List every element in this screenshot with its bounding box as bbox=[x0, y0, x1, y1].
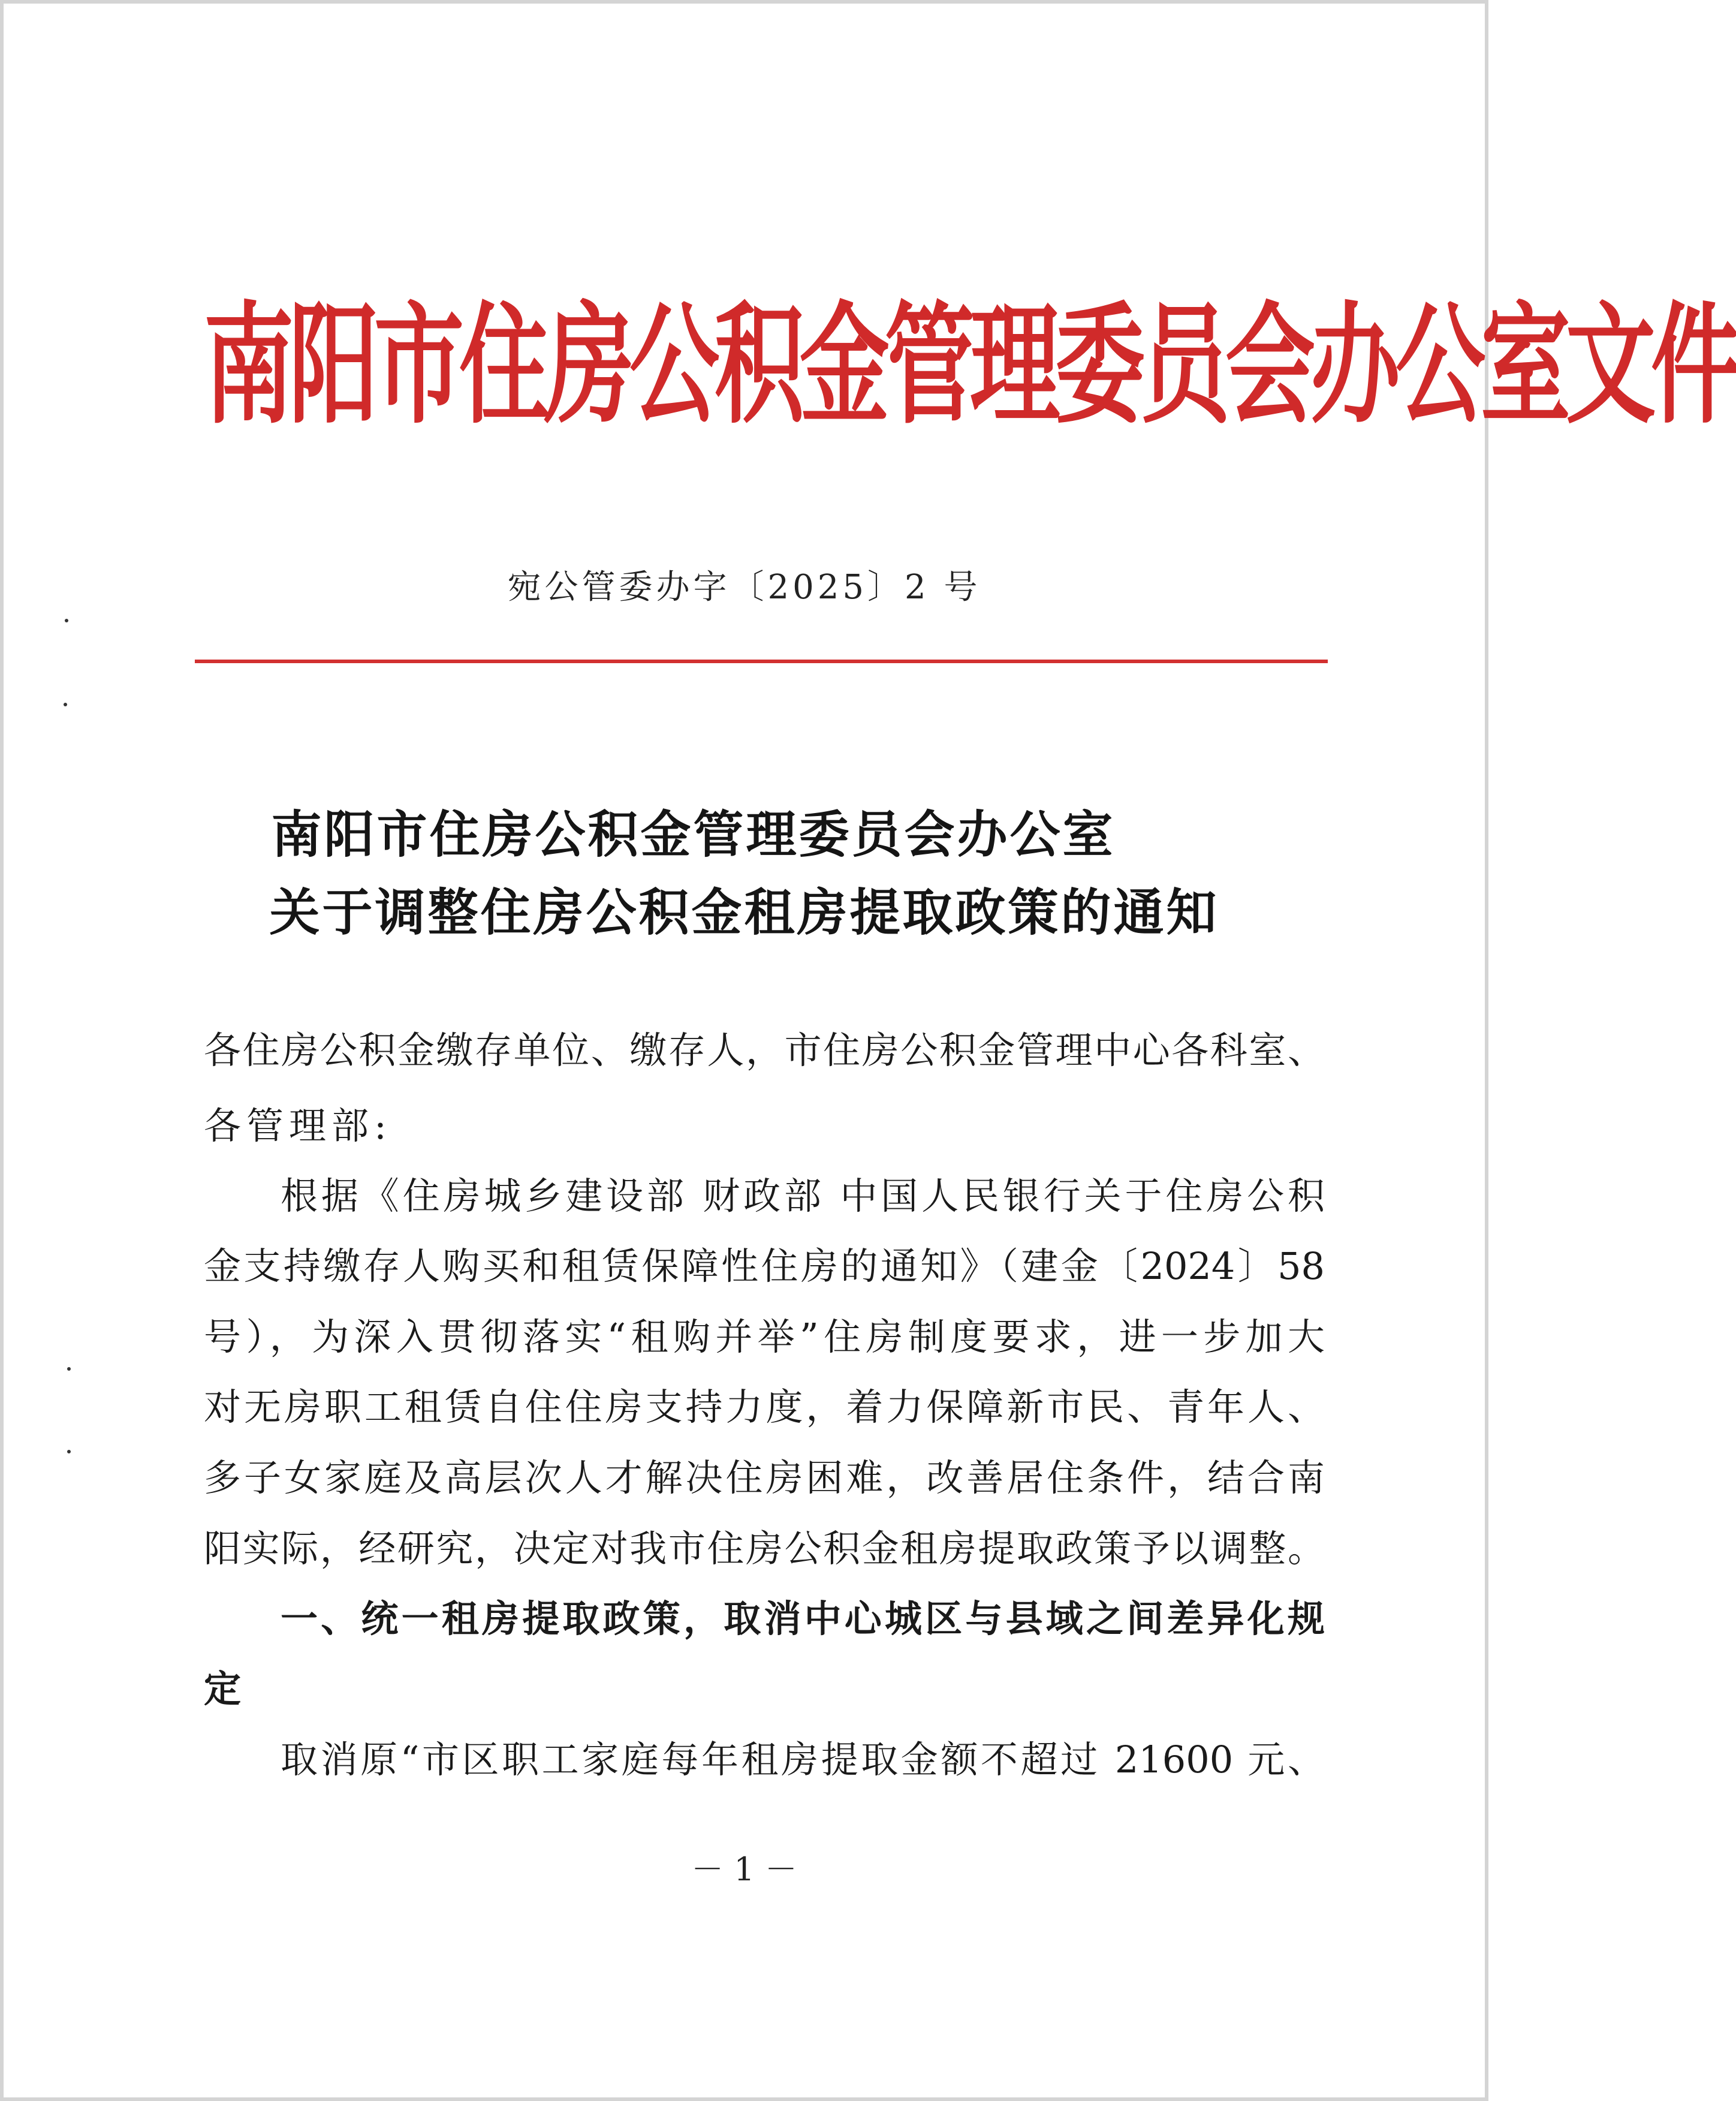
paragraph-line: 多子女家庭及高层次人才解决住房困难，改善居住条件，结合南 bbox=[204, 1456, 1325, 1500]
scan-speck bbox=[65, 619, 68, 622]
paragraph-line: 阳实际，经研究，决定对我市住房公积金租房提取政策予以调整。 bbox=[204, 1527, 1325, 1570]
salutation-line-2: 各管理部: bbox=[204, 1104, 392, 1148]
section-heading-line-2: 定 bbox=[204, 1667, 247, 1711]
paragraph-line: 根据《住房城乡建设部 财政部 中国人民银行关于住房公积 bbox=[281, 1174, 1325, 1218]
scan-speck bbox=[67, 1367, 71, 1371]
red-divider-rule bbox=[195, 660, 1328, 663]
title-line-1: 南阳市住房公积金管理委员会办公室 bbox=[271, 805, 1116, 864]
title-line-2: 关于调整住房公积金租房提取政策的通知 bbox=[269, 883, 1219, 942]
paragraph-line: 取消原“市区职工家庭每年租房提取金额不超过 21600 元、 bbox=[281, 1738, 1325, 1781]
page-number: － 1 － bbox=[691, 1850, 797, 1888]
document-number: 宛公管委办字〔2025〕2 号 bbox=[507, 568, 981, 607]
paragraph-line: 号），为深入贯彻落实“租购并举”住房制度要求，进一步加大 bbox=[204, 1315, 1325, 1359]
salutation-line-1: 各住房公积金缴存单位、缴存人，市住房公积金管理中心各科室、 bbox=[204, 1028, 1325, 1072]
section-heading-line-1: 一、统一租房提取政策，取消中心城区与县域之间差异化规 bbox=[281, 1597, 1325, 1641]
issuer-banner: 南阳市住房公积金管理委员会办公室文件 bbox=[204, 288, 1736, 442]
scan-speck bbox=[64, 703, 67, 706]
scan-speck bbox=[67, 1450, 71, 1453]
paragraph-line: 金支持缴存人购买和租赁保障性住房的通知》（建金〔2024〕58 bbox=[204, 1244, 1325, 1288]
paragraph-line: 对无房职工租赁自住住房支持力度，着力保障新市民、青年人、 bbox=[204, 1385, 1325, 1429]
